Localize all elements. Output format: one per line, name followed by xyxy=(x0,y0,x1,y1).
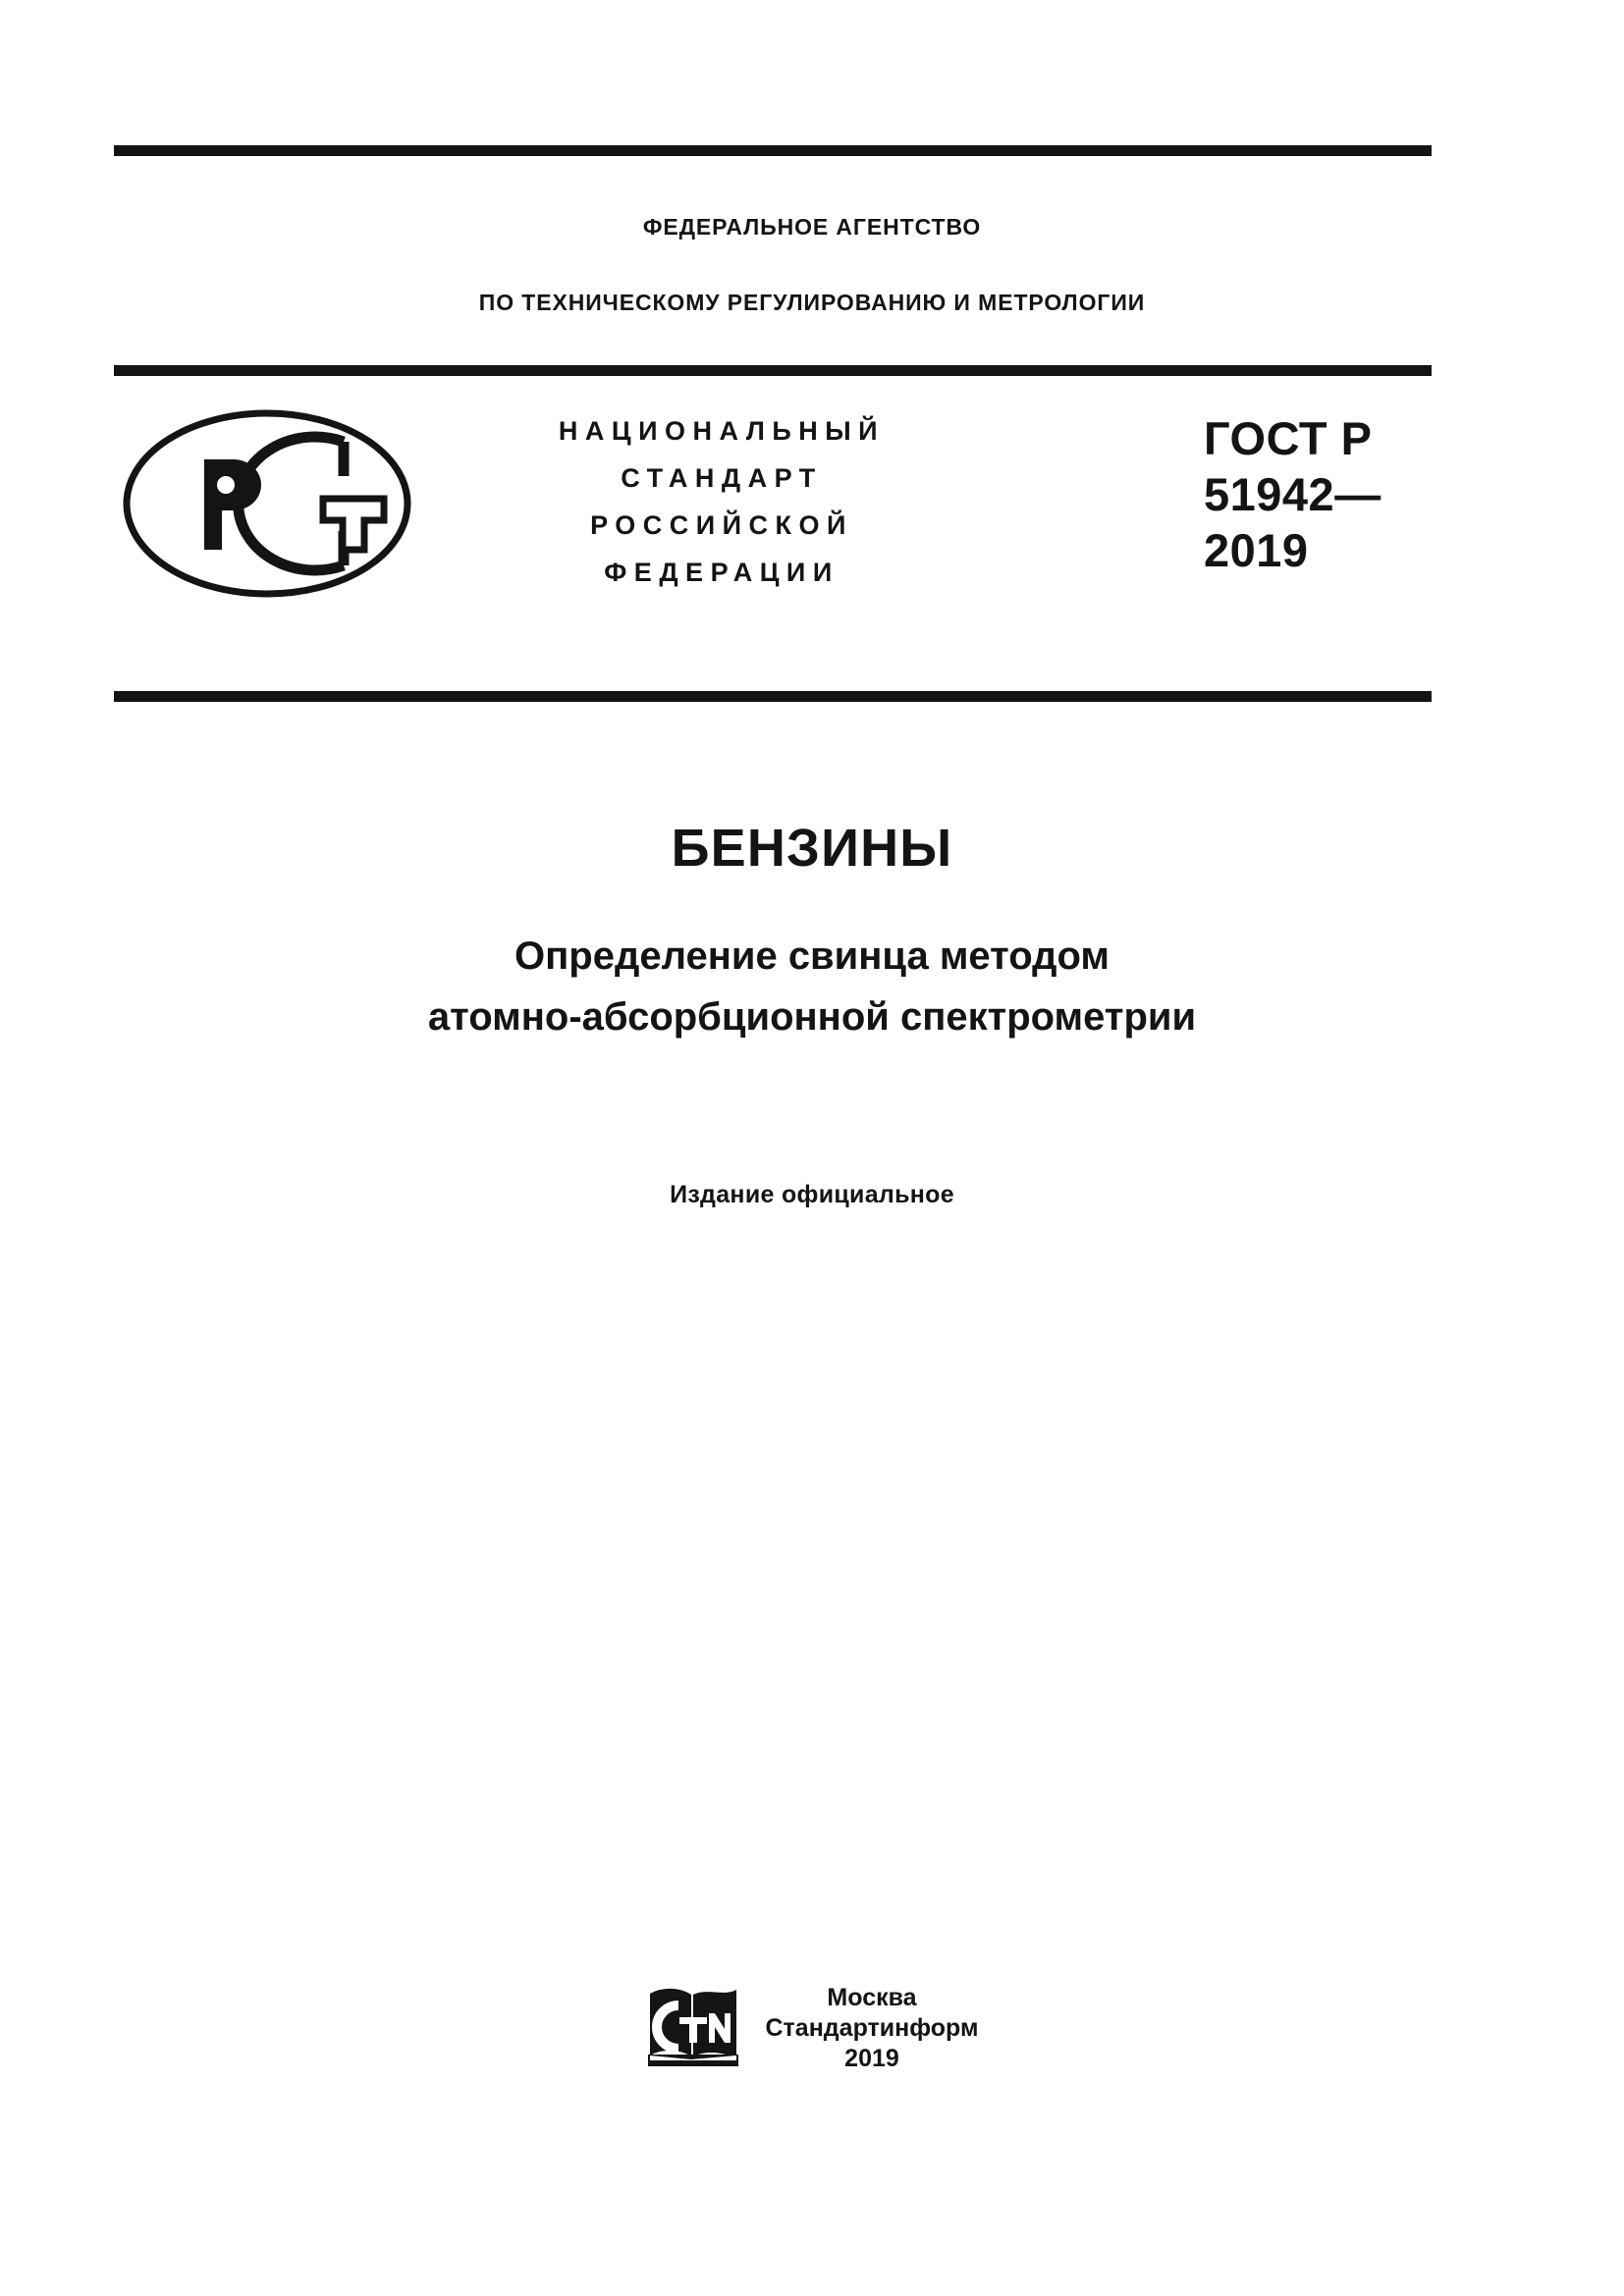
standard-number-line-1: ГОСТ Р xyxy=(1204,412,1373,464)
national-standard-line-3: РОССИЙСКОЙ xyxy=(590,510,853,540)
rule-top xyxy=(114,145,1432,156)
standard-number-line-2: 51942— xyxy=(1204,468,1381,520)
publisher-name: Стандартинформ xyxy=(765,2014,979,2042)
page-title: БЕНЗИНЫ xyxy=(671,819,953,878)
agency-line-1: ФЕДЕРАЛЬНОЕ АГЕНТСТВО xyxy=(642,214,982,240)
publisher-text xyxy=(766,1981,979,2074)
standartinform-logo-icon xyxy=(646,1984,740,2070)
standard-number-line-3: 2019 xyxy=(1204,524,1309,576)
rule-bottom xyxy=(114,691,1432,702)
agency-line-2: ПО ТЕХНИЧЕСКОМУ РЕГУЛИРОВАНИЮ И МЕТРОЛОГИИ xyxy=(478,290,1146,315)
publisher-year: 2019 xyxy=(844,2045,899,2072)
rule-middle xyxy=(114,365,1432,376)
edition-note: Издание официальное xyxy=(670,1181,954,1208)
national-standard-line-2: СТАНДАРТ xyxy=(621,463,823,493)
page-subtitle xyxy=(0,926,1624,1047)
page-subtitle-line-2: атомно-абсорбционной спектрометрии xyxy=(427,995,1197,1039)
publisher-city: Москва xyxy=(827,1984,917,2011)
national-standard-block xyxy=(422,407,1021,596)
standard-number-block xyxy=(1204,410,1479,578)
page-subtitle-line-1: Определение свинца методом xyxy=(514,934,1110,978)
national-standard-line-4: ФЕДЕРАЦИИ xyxy=(604,558,839,587)
national-standard-line-1: НАЦИОНАЛЬНЫЙ xyxy=(558,416,886,446)
publisher-footer xyxy=(0,1981,1624,2074)
rst-emblem-icon xyxy=(120,400,414,607)
